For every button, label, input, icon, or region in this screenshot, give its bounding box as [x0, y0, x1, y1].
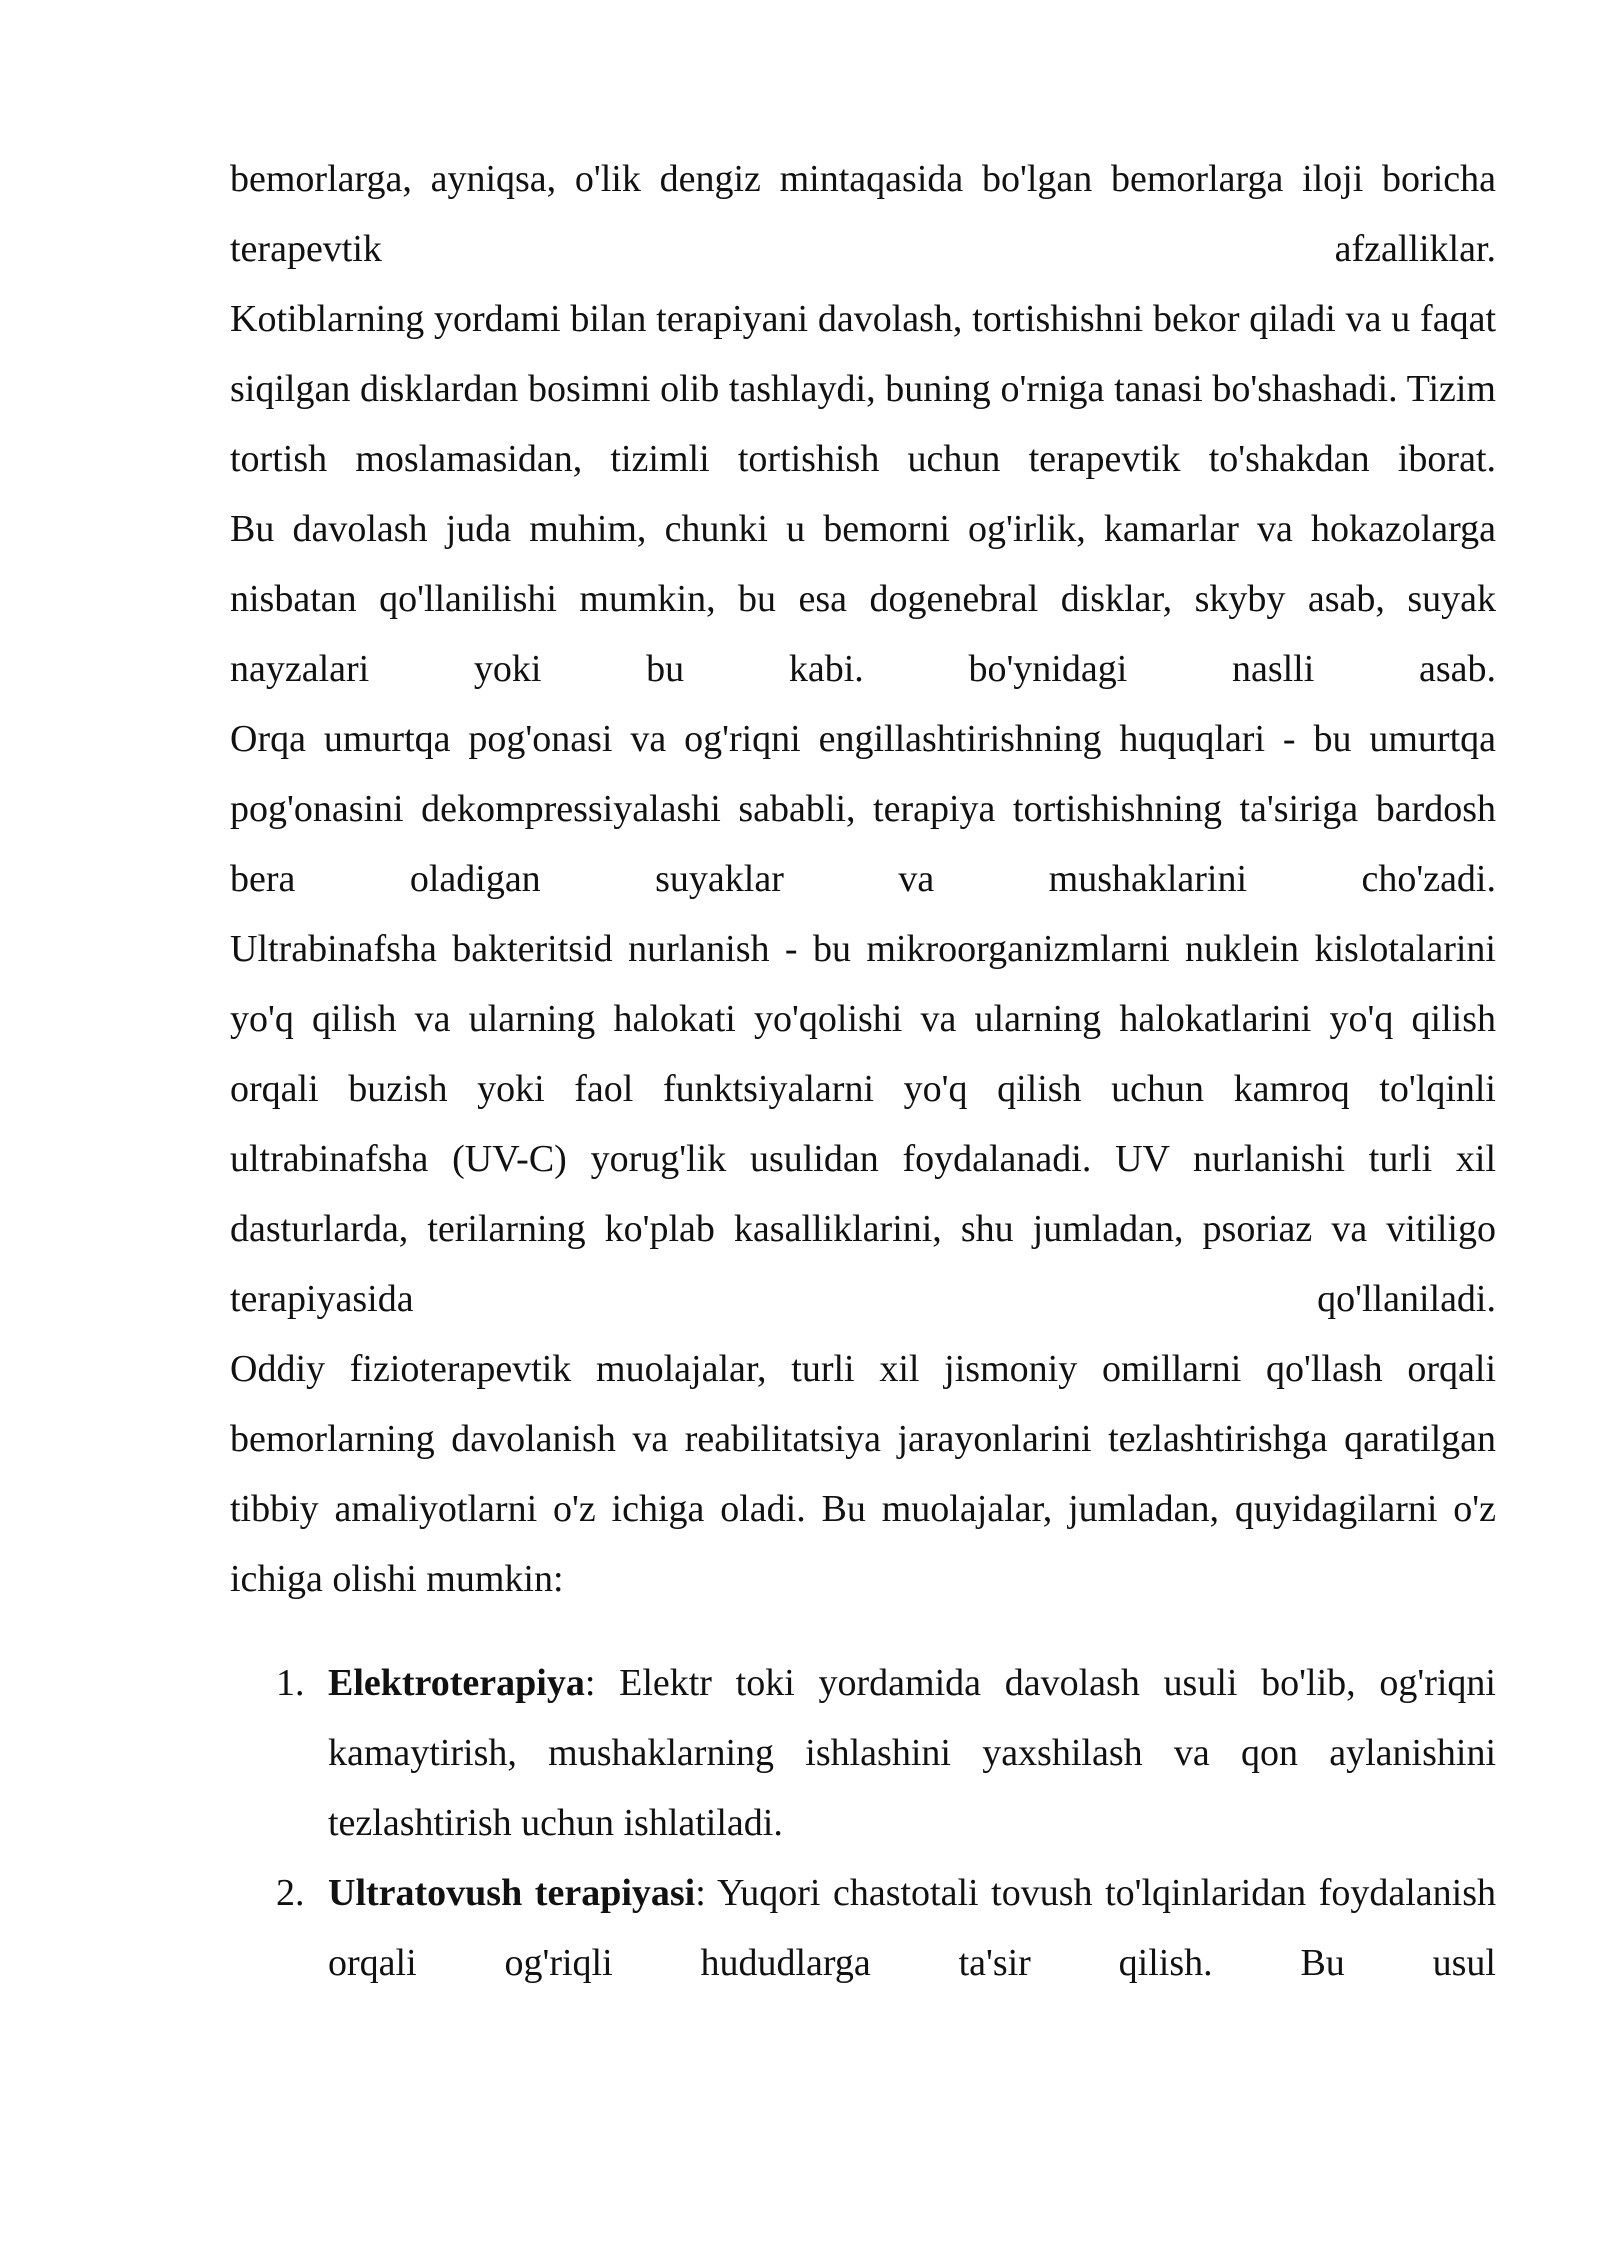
- document-body: [230, 144, 1496, 1998]
- treatment-list: [230, 1648, 1496, 1998]
- paragraph-4: Orqa umurtqa pog'onasi va og'riqni engillashtirishning huquqlari - bu umurtqa pog'onasini dekompressiyalashi sababli, terapiya tortishishning ta'siriga bardosh bera oladigan suyaklar va mushaklarini cho'zadi.: [230, 718, 1496, 900]
- paragraph-2: Kotiblarning yordami bilan terapiyani davolash, tortishishni bekor qiladi va u faqat siqilgan disklardan bosimni olib tashlaydi, buning o'rniga tanasi bo'shashadi. Tizim tortish moslamasidan, tizimli tortishish uchun terapevtik to'shakdan iborat.: [230, 298, 1496, 480]
- paragraph-3: Bu davolash juda muhim, chunki u bemorni og'irlik, kamarlar va hokazolarga nisbatan qo'llanilishi mumkin, bu esa dogenebral disklar, skyby asab, suyak nayzalari yoki bu kabi. bo'ynidagi naslli asab.: [230, 508, 1496, 690]
- list-item-text: : Elektr toki yordamida davolash usuli bo'lib, og'riqni kamaytirish, mushaklarning ishlashini yaxshilash va qon aylanishini tezlashtirish uchun ishlatiladi.: [328, 1662, 1496, 1844]
- list-item-number: 1.: [276, 1662, 305, 1704]
- list-item: [230, 1858, 1496, 1998]
- paragraph-6: Oddiy fizioterapevtik muolajalar, turli xil jismoniy omillarni qo'llash orqali bemorlarning davolanish va reabilitatsiya jarayonlarini tezlashtirishga qaratilgan tibbiy amaliyotlarni o'z ichiga oladi. Bu muolajalar, jumladan, quyidagilarni o'z ichiga olishi mumkin:: [230, 1348, 1496, 1600]
- list-item-text: : Yuqori chastotali tovush to'lqinlaridan foydalanish orqali og'riqli hududlarga ta'sir qilish. Bu usul: [328, 1872, 1496, 1984]
- list-item-body: [328, 1858, 1496, 1998]
- list-item-title: Elektroterapiya: [328, 1662, 585, 1704]
- list-item: [230, 1648, 1496, 1858]
- list-item-title: Ultratovush terapiyasi: [328, 1872, 696, 1914]
- paragraph-1: bemorlarga, ayniqsa, o'lik dengiz mintaqasida bo'lgan bemorlarga iloji boricha terapevtik afzalliklar.: [230, 158, 1496, 270]
- list-item-number: 2.: [276, 1872, 305, 1914]
- list-item-body: [328, 1648, 1496, 1858]
- paragraph-5: Ultrabinafsha bakteritsid nurlanish - bu mikroorganizmlarni nuklein kislotalarini yo'q qilish va ularning halokati yo'qolishi va ularning halokatlarini yo'q qilish orqali buzish yoki faol funktsiyalarni yo'q qilish uchun kamroq to'lqinli ultrabinafsha (UV-C) yorug'lik usulidan foydalanadi. UV nurlanishi turli xil dasturlarda, terilarning ko'plab kasalliklarini, shu jumladan, psoriaz va vitiligo terapiyasida qo'llaniladi.: [230, 928, 1496, 1320]
